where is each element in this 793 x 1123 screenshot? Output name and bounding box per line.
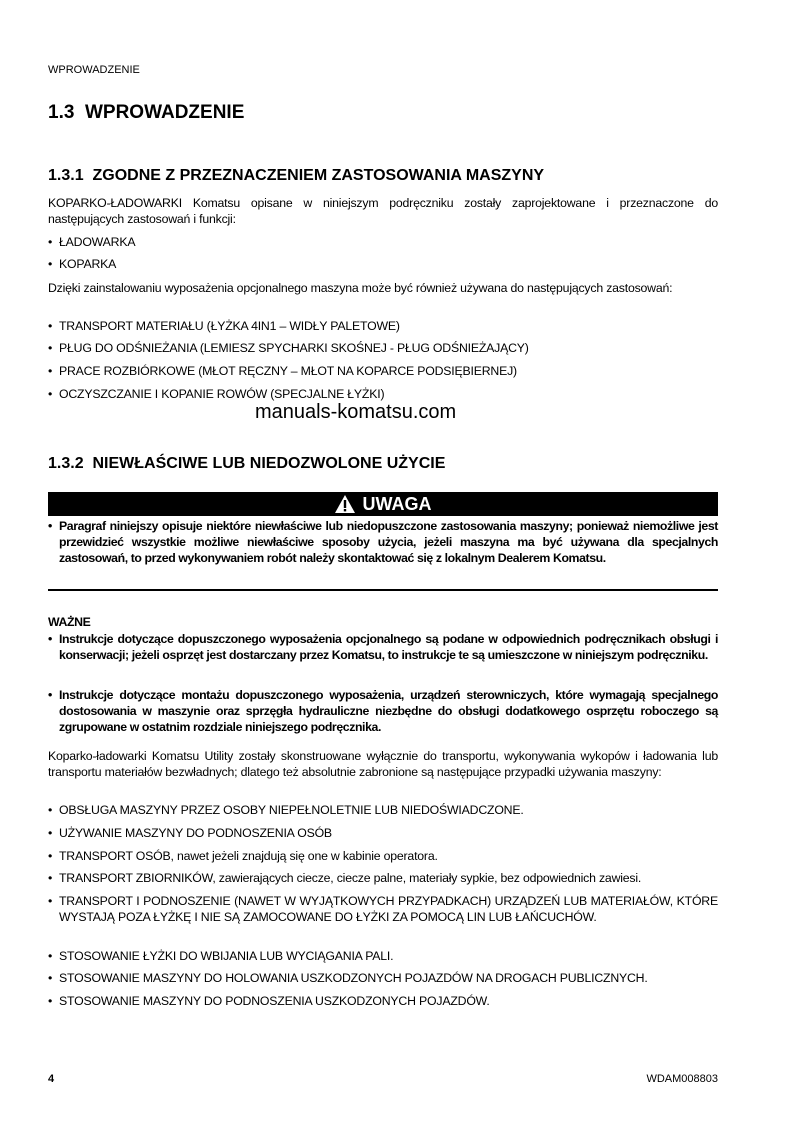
list-item: • OCZYSZCZANIE I KOPANIE ROWÓW (SPECJALNE ŁYŻKI) xyxy=(48,387,385,401)
list-item-text: TRANSPORT OSÓB, nawet jeżeli znajdują się one w kabinie operatora. xyxy=(59,849,438,863)
list-item-text: TRANSPORT MATERIAŁU (ŁYŻKA 4IN1 – WIDŁY PALETOWE) xyxy=(59,319,400,333)
warning-triangle-icon xyxy=(335,495,355,513)
list-item: • TRANSPORT OSÓB, nawet jeżeli znajdują się one w kabinie operatora. xyxy=(48,849,438,863)
list-item: • OBSŁUGA MASZYNY PRZEZ OSOBY NIEPEŁNOLETNIE LUB NIEDOŚWIADCZONE. xyxy=(48,803,524,817)
subsection-number: 1.3.1 xyxy=(48,167,84,184)
list-item: • PRACE ROZBIÓRKOWE (MŁOT RĘCZNY – MŁOT NA KOPARCE PODSIĘBIERNEJ) xyxy=(48,364,517,378)
warning-text: • Paragraf niniejszy opisuje niektóre niewłaściwe lub niedopuszczone zastosowania maszyny; ponieważ niemożliwe jest przewidzieć wszystkie możliwe niewłaściwe sposoby użycia, jeżeli maszyna ma być używana dla specjalnych zastosowań, to przed wykonywaniem robót należy skontaktować się z lokalnym Dealerem Komatsu. xyxy=(48,519,718,565)
list-item-text: KOPARKA xyxy=(59,257,117,271)
list-item: • STOSOWANIE ŁYŻKI DO WBIJANIA LUB WYCIĄGANIA PALI. xyxy=(48,949,394,963)
important-label: WAŻNE xyxy=(48,615,91,629)
intro-paragraph: KOPARKO-ŁADOWARKI Komatsu opisane w niniejszym podręczniku zostały zaprojektowane i przeznaczone do następujących zastosowań i funkcji: xyxy=(48,196,718,226)
subsection-title: NIEWŁAŚCIWE LUB NIEDOZWOLONE UŻYCIE xyxy=(92,455,446,472)
warning-label: UWAGA xyxy=(362,493,432,514)
subsection-heading-2 xyxy=(48,455,718,473)
list-item: • UŻYWANIE MASZYNY DO PODNOSZENIA OSÓB xyxy=(48,826,332,840)
section-title: WPROWADZENIE xyxy=(84,102,245,123)
warning-banner xyxy=(48,492,718,516)
list-item: • ŁADOWARKA xyxy=(48,235,136,249)
important-item-text: Instrukcje dotyczące dopuszczonego wyposażenia opcjonalnego są podane w odpowiednich podręcznikach obsługi i konserwacji; jeżeli osprzęt jest dostarczany przez Komatsu, to instrukcje te są umieszczone w niniejszym podręczniku. xyxy=(59,632,718,662)
page-number: 4 xyxy=(48,1073,55,1085)
list-item-text: PRACE ROZBIÓRKOWE (MŁOT RĘCZNY – MŁOT NA KOPARCE PODSIĘBIERNEJ) xyxy=(59,364,517,378)
forbidden-intro: Koparko-ładowarki Komatsu Utility zostały skonstruowane wyłącznie do transportu, wykonywania wykopów i ładowania lub transportu materiałów bezwładnych; dlatego też absolutnie zabronione są następujące przypadki używania maszyny: xyxy=(48,749,718,779)
list-item: • TRANSPORT ZBIORNIKÓW, zawierających ciecze, ciecze palne, materiały sypkie, bez odpowiednich zawiesi. xyxy=(48,871,642,885)
subsection-heading-1 xyxy=(48,167,718,185)
subsection-number: 1.3.2 xyxy=(48,455,84,472)
optional-paragraph: Dzięki zainstalowaniu wyposażenia opcjonalnego maszyna może być również używana do następujących zastosowań: xyxy=(48,281,673,295)
list-item-text: OCZYSZCZANIE I KOPANIE ROWÓW (SPECJALNE ŁYŻKI) xyxy=(59,387,385,401)
list-item-text: OBSŁUGA MASZYNY PRZEZ OSOBY NIEPEŁNOLETNIE LUB NIEDOŚWIADCZONE. xyxy=(59,803,524,817)
list-item-text: PŁUG DO ODŚNIEŻANIA (LEMIESZ SPYCHARKI SKOŚNEJ - PŁUG ODŚNIEŻAJĄCY) xyxy=(59,341,529,355)
section-heading xyxy=(48,102,718,124)
document-code: WDAM008803 xyxy=(646,1073,718,1085)
list-item: • STOSOWANIE MASZYNY DO HOLOWANIA USZKODZONYCH POJAZDÓW NA DROGACH PUBLICZNYCH. xyxy=(48,971,648,985)
list-item: • PŁUG DO ODŚNIEŻANIA (LEMIESZ SPYCHARKI SKOŚNEJ - PŁUG ODŚNIEŻAJĄCY) xyxy=(48,341,529,355)
important-item-text: Instrukcje dotyczące montażu dopuszczonego wyposażenia, urządzeń sterowniczych, które wymagają specjalnego dostosowania w maszynie oraz sprzęgła hydrauliczne niezbędne do obsługi dodatkowego osprzętu roboczego są zgrupowane w ostatnim rozdziale niniejszego podręcznika. xyxy=(59,688,718,734)
watermark: manuals-komatsu.com xyxy=(255,401,457,423)
important-item: • Instrukcje dotyczące montażu dopuszczonego wyposażenia, urządzeń sterowniczych, które wymagają specjalnego dostosowania w maszynie oraz sprzęgła hydrauliczne niezbędne do obsługi dodatkowego osprzętu roboczego są zgrupowane w ostatnim rozdziale niniejszego podręcznika. xyxy=(48,688,718,734)
list-item-text: TRANSPORT I PODNOSZENIE (NAWET W WYJĄTKOWYCH PRZYPADKACH) URZĄDZEŃ LUB MATERIAŁÓW, KTÓRE WYSTAJĄ POZA ŁYŻKĘ I NIE SĄ ZAMOCOWANE DO ŁYŻKI ZA POMOCĄ LIN LUB ŁAŃCUCHÓW. xyxy=(59,894,718,924)
important-item: • Instrukcje dotyczące dopuszczonego wyposażenia opcjonalnego są podane w odpowiednich podręcznikach obsługi i konserwacji; jeżeli osprzęt jest dostarczany przez Komatsu, to instrukcje te są umieszczone w niniejszym podręczniku. xyxy=(48,632,718,662)
running-header: WPROWADZENIE xyxy=(48,64,140,76)
list-item: • STOSOWANIE MASZYNY DO PODNOSZENIA USZKODZONYCH POJAZDÓW. xyxy=(48,994,490,1008)
list-item-text: STOSOWANIE MASZYNY DO HOLOWANIA USZKODZONYCH POJAZDÓW NA DROGACH PUBLICZNYCH. xyxy=(59,971,648,985)
list-item: • TRANSPORT I PODNOSZENIE (NAWET W WYJĄTKOWYCH PRZYPADKACH) URZĄDZEŃ LUB MATERIAŁÓW, KTÓRE WYSTAJĄ POZA ŁYŻKĘ I NIE SĄ ZAMOCOWANE DO ŁYŻKI ZA POMOCĄ LIN LUB ŁAŃCUCHÓW. xyxy=(48,894,718,924)
list-item-text: STOSOWANIE MASZYNY DO PODNOSZENIA USZKODZONYCH POJAZDÓW. xyxy=(59,994,490,1008)
subsection-title: ZGODNE Z PRZEZNACZENIEM ZASTOSOWANIA MASZYNY xyxy=(92,167,545,184)
divider xyxy=(48,589,718,591)
list-item-text: STOSOWANIE ŁYŻKI DO WBIJANIA LUB WYCIĄGANIA PALI. xyxy=(59,949,394,963)
warning-text-body: Paragraf niniejszy opisuje niektóre niewłaściwe lub niedopuszczone zastosowania maszyny; ponieważ niemożliwe jest przewidzieć wszystkie możliwe niewłaściwe sposoby użycia, jeżeli maszyna ma być używana dla specjalnych zastosowań, to przed wykonywaniem robót należy skontaktować się z lokalnym Dealerem Komatsu. xyxy=(59,519,718,565)
section-number: 1.3 xyxy=(48,102,75,123)
list-item: • TRANSPORT MATERIAŁU (ŁYŻKA 4IN1 – WIDŁY PALETOWE) xyxy=(48,319,400,333)
list-item-text: UŻYWANIE MASZYNY DO PODNOSZENIA OSÓB xyxy=(59,826,332,840)
list-item-text: ŁADOWARKA xyxy=(59,235,136,249)
list-item-text: TRANSPORT ZBIORNIKÓW, zawierających ciecze, ciecze palne, materiały sypkie, bez odpowiednich zawiesi. xyxy=(59,871,642,885)
list-item: • KOPARKA xyxy=(48,257,117,271)
